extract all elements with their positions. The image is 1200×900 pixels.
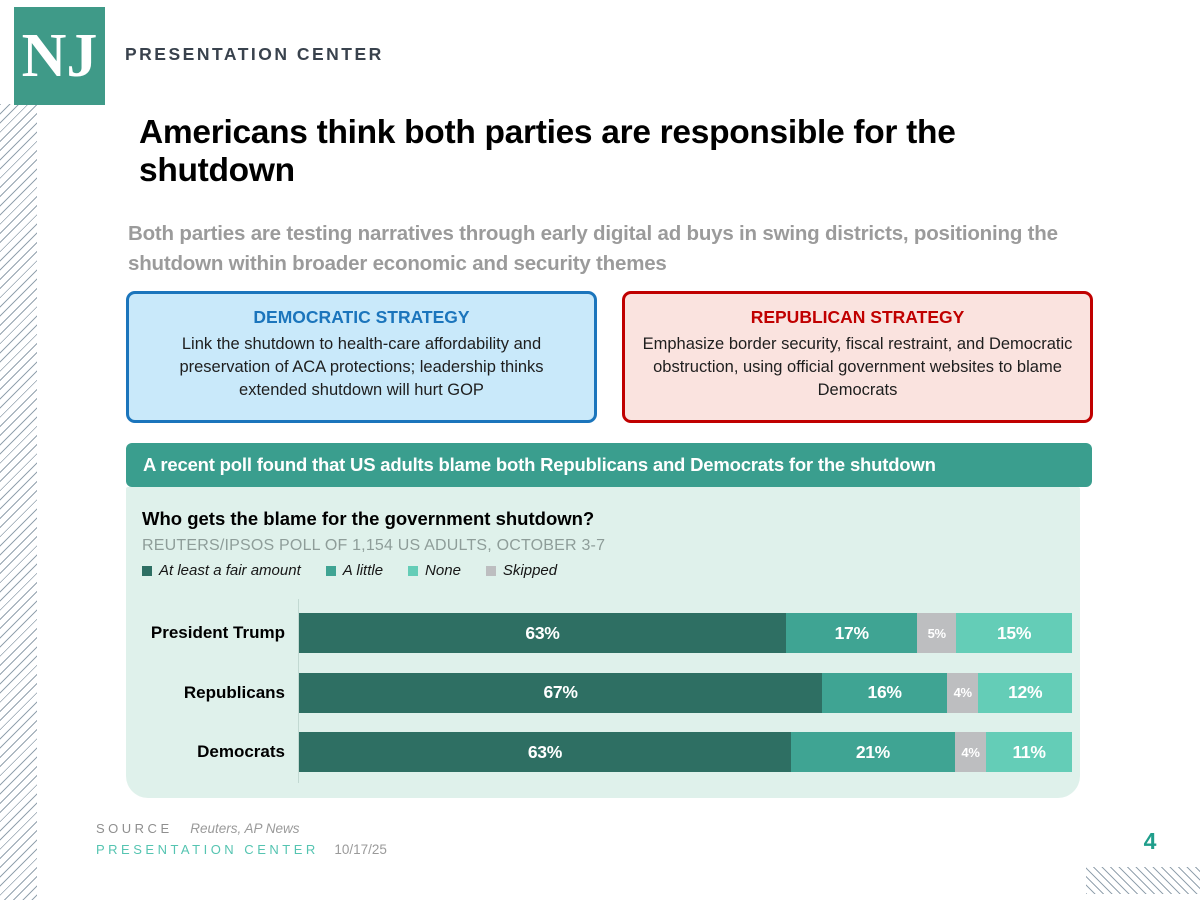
democratic-strategy-box: [126, 291, 597, 423]
brand-header: PRESENTATION CENTER: [125, 44, 384, 64]
strategy-boxes: [126, 291, 1093, 423]
republican-strategy-body: Emphasize border security, fiscal restraint, and Democratic obstruction, using official government websites to blame Democrats: [642, 335, 1073, 400]
bar-segment-none: 15%: [956, 613, 1072, 653]
republican-strategy-box: [622, 291, 1093, 423]
left-stripe-decoration: [0, 104, 37, 900]
slide-title: Americans think both parties are responsible for the shutdown: [139, 114, 956, 189]
bar-segment-none: 12%: [978, 673, 1072, 713]
bar-segment-skipped: 4%: [947, 673, 978, 713]
category-label: Republicans: [183, 682, 285, 702]
legend-label: None: [425, 562, 461, 579]
bottom-right-hatch-decoration: [1086, 867, 1200, 894]
footer-presentation-line: [96, 842, 387, 857]
democratic-strategy-body: Link the shutdown to health-care affordability and preservation of ACA protections; leadership thinks extended shutdown will hurt GOP: [179, 335, 544, 400]
chart-legend: [142, 562, 557, 579]
legend-swatch-skipped: [486, 566, 496, 576]
bar-segment-skipped: 4%: [955, 732, 986, 772]
page-number: 4: [1143, 828, 1157, 854]
bar-row-republicans: [126, 673, 1080, 713]
nj-logo-text: NJ: [21, 21, 98, 90]
category-label: Democrats: [197, 742, 285, 761]
bar-segment-a-little: 16%: [822, 673, 947, 713]
legend-swatch-none: [408, 566, 418, 576]
legend-swatch-a-little: [326, 566, 336, 576]
republican-strategy-title: REPUBLICAN STRATEGY: [750, 307, 965, 327]
category-label: President Trump: [150, 623, 285, 642]
bar-segment-at-least-a-fair-amount: 67%: [299, 673, 822, 713]
chart-panel: [126, 487, 1080, 798]
bar-segment-a-little: 21%: [791, 732, 955, 772]
legend-item-at-least-a-fair-amount: [142, 562, 301, 579]
footer-date: 10/17/25: [334, 842, 387, 857]
legend-label: At least a fair amount: [159, 562, 301, 579]
bar-segment-skipped: 5%: [917, 613, 956, 653]
poll-banner: A recent poll found that US adults blame both Republicans and Democrats for the shutdown: [126, 443, 1092, 487]
legend-label: A little: [342, 562, 384, 579]
legend-swatch-at-least-a-fair-amount: [142, 566, 152, 576]
source-label: SOURCE: [96, 821, 173, 836]
stacked-bar: [299, 732, 1072, 772]
slide-subtitle: Both parties are testing narratives through early digital ad buys in swing districts, positioning the shutdown within broader economic and security themes: [128, 222, 1058, 275]
footer-source-line: [96, 821, 300, 836]
stacked-bar: [299, 613, 1072, 653]
legend-item-none: [408, 562, 461, 579]
bar-row-president-trump: [126, 613, 1080, 653]
legend-item-skipped: [486, 562, 557, 579]
nj-logo: [14, 7, 105, 105]
chart-subtitle: REUTERS/IPSOS POLL OF 1,154 US ADULTS, OCTOBER 3-7: [142, 537, 606, 554]
presentation-center-label: PRESENTATION CENTER: [96, 842, 319, 857]
bar-segment-a-little: 17%: [786, 613, 917, 653]
bar-rows: [126, 613, 1080, 792]
bar-segment-at-least-a-fair-amount: 63%: [299, 613, 786, 653]
bar-segment-at-least-a-fair-amount: 63%: [299, 732, 791, 772]
bar-segment-none: 11%: [986, 732, 1072, 772]
bar-row-democrats: [126, 732, 1080, 772]
source-value: Reuters, AP News: [190, 821, 300, 836]
legend-item-a-little: [326, 562, 383, 579]
democratic-strategy-title: DEMOCRATIC STRATEGY: [253, 307, 470, 327]
legend-label: Skipped: [502, 562, 558, 579]
chart-title: Who gets the blame for the government shutdown?: [142, 508, 595, 529]
stacked-bar: [299, 673, 1072, 713]
